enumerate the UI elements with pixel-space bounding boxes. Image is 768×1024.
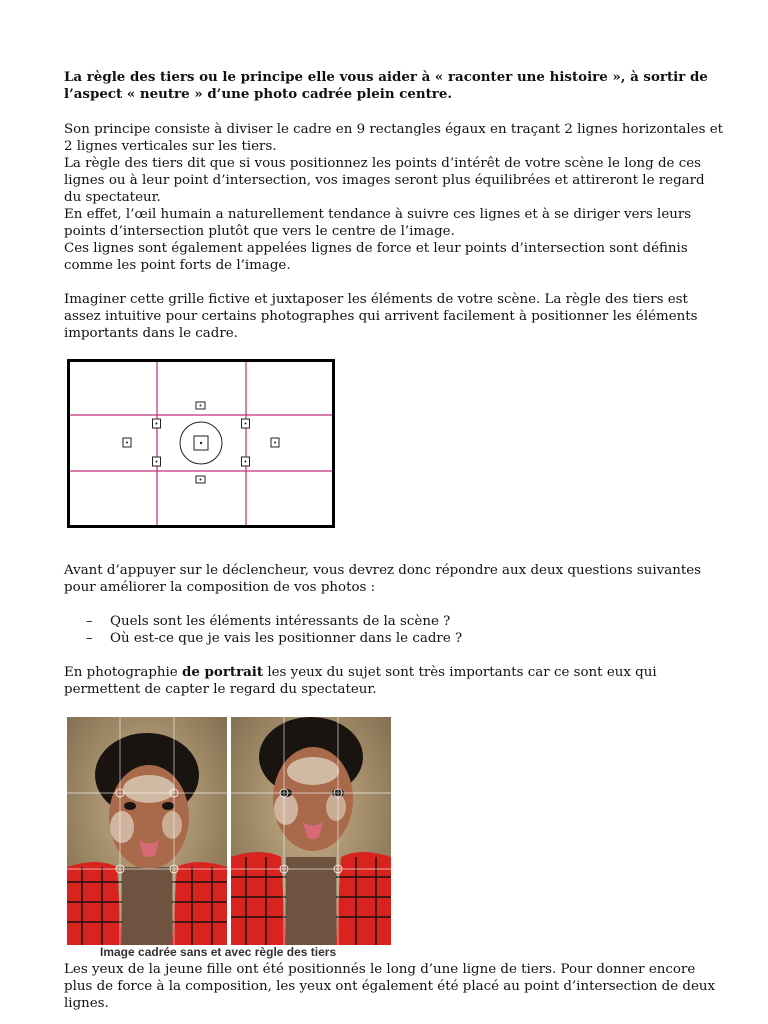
portrait-image bbox=[231, 717, 391, 945]
text-run: les yeux du sujet sont très importants car ce sont eux qui permettent de capter le regard du spectateur. bbox=[64, 665, 657, 697]
question-list bbox=[64, 613, 724, 647]
bold-text: de portrait bbox=[181, 664, 264, 680]
list-item-text: Quels sont les éléments intéressants de la scène ? bbox=[110, 614, 451, 629]
list-item bbox=[64, 630, 724, 647]
paragraph: Son principe consiste à diviser le cadre en 9 rectangles égaux en traçant 2 lignes horizontales et 2 lignes verticales sur les tiers. bbox=[64, 122, 724, 154]
paragraph: La règle des tiers dit que si vous positionnez les points d’intérêt de votre scène le long de ces lignes ou à leur point d’intersection, vos images seront plus équilibrées et attireront le regard du spectateur. bbox=[64, 156, 705, 205]
image-caption: Image cadrée sans et avec règle des tiers bbox=[100, 945, 337, 959]
paragraph: Imaginer cette grille fictive et juxtaposer les éléments de votre scène. La règle des tiers est assez intuitive pour certains photographes qui arrivent facilement à positionner les éléments importants dans le cadre. bbox=[64, 292, 698, 341]
heading: La règle des tiers ou le principe elle vous aider à « raconter une histoire », à sortir de l’aspect « neutre » d’une photo cadrée plein centre. bbox=[64, 69, 708, 102]
portrait-comparison bbox=[67, 717, 391, 945]
text-run: En photographie bbox=[64, 665, 182, 680]
paragraph: Les yeux de la jeune fille ont été positionnés le long d’une ligne de tiers. Pour donner encore plus de force à la composition, les yeux ont également été placé au point d’intersection de deux lignes. bbox=[64, 962, 716, 1011]
list-item bbox=[64, 613, 724, 630]
portrait-photo-without-rule bbox=[67, 717, 227, 945]
list-item-text: Où est-ce que je vais les positionner dans le cadre ? bbox=[110, 631, 463, 646]
paragraph: Avant d’appuyer sur le déclencheur, vous devrez donc répondre aux deux questions suivantes pour améliorer la composition de vos photos : bbox=[64, 563, 701, 595]
paragraph bbox=[64, 664, 724, 698]
rule-of-thirds-diagram bbox=[67, 359, 335, 528]
portrait-photo-with-rule bbox=[231, 717, 391, 945]
list-bullet: – bbox=[86, 631, 93, 646]
paragraph: Ces lignes sont également appelées lignes de force et leur points d’intersection sont définis comme les point forts de l’image. bbox=[64, 241, 688, 273]
principle-section bbox=[64, 121, 724, 274]
paragraph: En effet, l’œil humain a naturellement tendance à suivre ces lignes et à se diriger vers leurs points d’intersection plutôt que vers le centre de l’image. bbox=[64, 207, 692, 239]
list-bullet: – bbox=[86, 614, 93, 629]
portrait-image bbox=[67, 717, 227, 945]
